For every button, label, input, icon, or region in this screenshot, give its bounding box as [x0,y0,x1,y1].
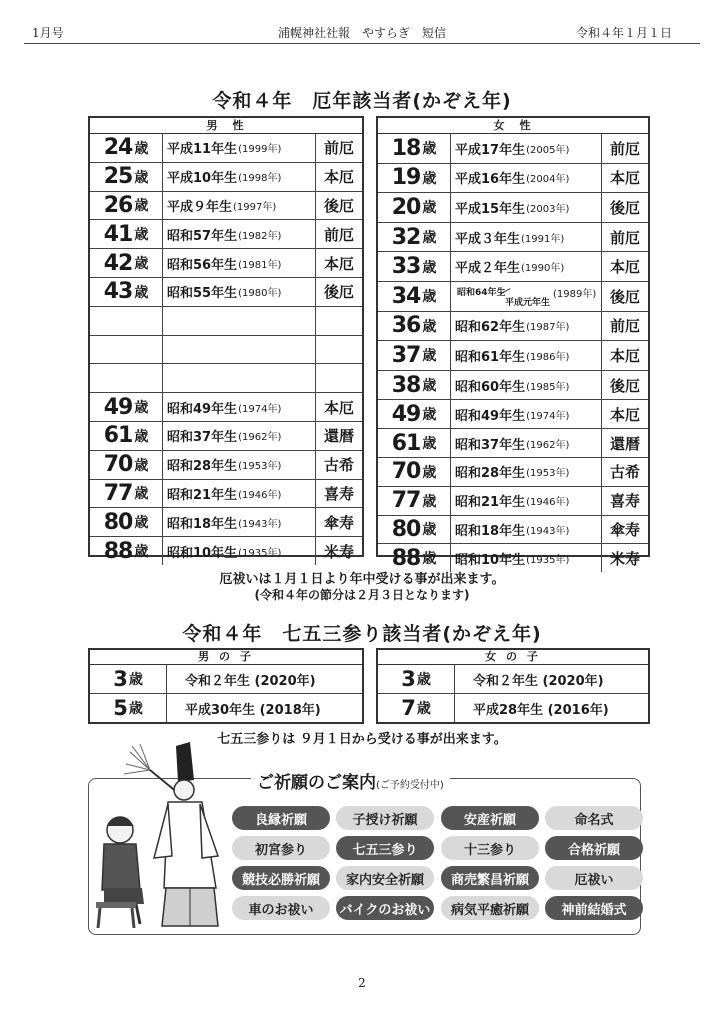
birth-cell [163,134,316,162]
prayer-item: 七五三参り [336,836,434,860]
yakudoshi-row [378,341,648,371]
birth-cell [163,508,316,536]
age-cell [90,163,163,191]
age-cell [90,694,167,722]
age-unit: 歳 [422,259,437,276]
priest-and-child-illustration [92,738,232,930]
prayer-item: 厄祓い [545,866,643,890]
age-cell [378,134,451,163]
birth-year: (1935年) [238,547,282,559]
birth-era: 平成15年生 [455,201,526,217]
age-unit: 歳 [128,701,143,717]
prayer-item: 良縁祈願 [232,806,330,830]
birth-year: (1962年) [526,439,570,451]
birth-era: 昭和62年生 [455,320,526,336]
birth-year: (1985年) [526,381,570,393]
birth-era: 平成16年生 [455,172,526,188]
yaku-label: 後厄 [609,376,640,395]
birth-era-b: 平成元年生 [505,297,551,308]
yakudoshi-row [90,508,362,537]
birth-year: (1935年) [526,554,570,566]
yakudoshi-row [378,429,648,458]
prayer-guide-heading: ご祈願のご案内 [257,773,376,793]
yakudoshi-row [378,312,648,342]
age-number: 61 [103,423,133,449]
birth-era: 平成17年生 [455,142,526,158]
birth-era: 昭和21年生 [167,487,238,503]
birth-era: 平成３年生 [455,231,521,247]
yakudoshi-row [90,364,362,393]
page-number: 2 [358,976,366,990]
birth-year: (1981年) [238,259,282,271]
age-cell [90,192,163,220]
yaku-label: 古希 [323,456,354,475]
age-unit: 歳 [422,230,437,247]
birth-era: 平成２年生 [455,261,521,277]
shichigosan-row [378,665,648,694]
age-number: 34 [391,283,421,309]
age-number: 33 [391,254,421,280]
header-rule [24,43,700,44]
age-unit: 歳 [134,428,149,445]
birth-year: (1999年) [238,144,282,156]
birth-cell [451,371,602,400]
age-number: 19 [391,165,421,191]
birth-cell [451,400,602,428]
birth-year: (2003年) [526,203,570,215]
reservation-note: (ご予約受付中) [376,780,444,791]
age-number: 70 [391,459,421,485]
birth-era: 昭和18年生 [455,523,526,539]
boys-table [88,648,364,724]
birth-year: (2004年) [526,174,570,186]
birth-year: (1943年) [526,525,570,537]
age-cell [90,480,163,508]
birth-era: 昭和10年生 [167,545,238,561]
female-yakudoshi-table [376,116,650,571]
birth-year: (1974年) [526,410,570,422]
age-unit: 歳 [422,464,437,481]
age-cell [90,508,163,536]
yaku-label: 古希 [609,463,640,482]
yaku-label: 前厄 [323,225,354,244]
age-cell [90,249,163,277]
age-unit: 歳 [422,407,437,424]
birth-cell [163,451,316,479]
age-number: 49 [103,394,133,420]
prayer-item: 競技必勝祈願 [232,866,330,890]
birth-cell [163,278,316,306]
birth-era: 昭和55年生 [167,286,238,302]
prayer-item: 十三参り [441,836,539,860]
yakudoshi-row [90,393,362,422]
birth-year: (1990年) [521,263,565,275]
age-cell [378,487,451,515]
birth-cell [163,480,316,508]
birth-cell [451,134,602,163]
yaku-label [316,364,362,392]
yakudoshi-row [378,400,648,429]
age-unit: 歳 [134,169,149,186]
male-caption: 男 性 [90,118,362,134]
age-unit: 歳 [422,289,437,306]
birth-cell [163,163,316,191]
birth-era: 昭和21年生 [455,495,526,511]
yakudoshi-row [378,487,648,516]
age-cell [378,429,451,457]
age-unit: 歳 [134,256,149,273]
yaku-label: 前厄 [609,139,640,158]
issue-label: 1月号 [32,26,64,40]
age-cell [378,371,451,400]
age-number: 43 [103,279,133,305]
yaku-label: 米寿 [609,549,640,568]
birth-cell [163,422,316,450]
shichigosan-note: 七五三参りは ９月１日から受ける事が出来ます。 [217,732,507,747]
birth-era: 昭和37年生 [167,430,238,446]
age-number: 77 [391,488,421,514]
age-number: 88 [391,545,421,571]
age-unit: 歳 [416,672,431,688]
yakudoshi-row [90,537,362,565]
birth-era: 平成10年生 [167,171,238,187]
birth-era: 平成９年生 [167,199,233,215]
birth-year: (1980年) [238,288,282,300]
yakudoshi-row [378,164,648,194]
yaku-label: 後厄 [609,198,640,217]
prayer-item: バイクのお祓い [336,896,434,920]
birth-year: (1997年) [233,201,277,213]
yaku-label: 喜寿 [609,492,640,511]
birth-cell [451,252,602,281]
age-number: 88 [103,538,133,564]
age-unit: 歳 [422,348,437,365]
age-number: 38 [391,372,421,398]
birth-year: (1953年) [238,461,282,473]
birth-era: 平成11年生 [167,142,238,158]
age-cell [90,451,163,479]
birth-cell: 平成30年生 (2018年) [185,702,321,718]
birth-era: 昭和57年生 [167,228,238,244]
yakubarai-note: 厄祓いは１月１日より年中受ける事が出来ます。 [219,572,505,587]
age-number: 41 [103,221,133,247]
prayer-item: 病気平癒祈願 [441,896,539,920]
birth-cell [451,429,602,457]
birth-era: 昭和18年生 [167,516,238,532]
birth-era: 昭和61年生 [455,349,526,365]
birth-year: (1962年) [238,432,282,444]
age-unit: 歳 [134,544,149,561]
birth-era: 昭和10年生 [455,552,526,568]
age-cell [378,694,455,722]
age-cell [90,422,163,450]
age-number: 80 [103,509,133,535]
birth-year: (1989年) [553,288,597,300]
yakudoshi-row [90,480,362,509]
birth-cell [163,192,316,220]
birth-cell [163,537,316,565]
age-cell [90,393,163,421]
age-number: 42 [103,250,133,276]
yakudoshi-row [378,134,648,164]
birth-year: (1998年) [238,173,282,185]
yakudoshi-row [378,282,648,312]
birth-cell [451,282,602,311]
boys-caption: 男 の 子 [90,650,362,665]
birth-year: (1982年) [238,230,282,242]
age-number: 36 [391,313,421,339]
yaku-label: 後厄 [609,287,640,306]
age-cell [378,341,451,370]
yaku-label: 本厄 [609,346,640,365]
age-unit: 歳 [134,486,149,503]
age-unit: 歳 [422,141,437,158]
birth-cell [451,458,602,486]
birth-cell [451,223,602,252]
age-unit: 歳 [134,198,149,215]
birth-cell [163,220,316,248]
shichigosan-row [378,694,648,722]
prayer-item: 家内安全祈願 [336,866,434,890]
age-cell [90,665,167,693]
age-cell [90,537,163,565]
female-caption: 女 性 [378,118,648,134]
yakudoshi-row [90,134,362,163]
yakudoshi-row [378,516,648,545]
yaku-label: 喜寿 [323,484,354,503]
prayer-item: 安産祈願 [441,806,539,830]
yaku-label: 本厄 [609,169,640,188]
age-unit: 歳 [134,457,149,474]
age-number: 3 [113,667,127,691]
age-cell [90,278,163,306]
age-cell [378,252,451,281]
age-number: 37 [391,342,421,368]
birth-year: (1946年) [238,489,282,501]
age-unit: 歳 [422,522,437,539]
birth-era: 昭和37年生 [455,437,526,453]
yakudoshi-row [378,223,648,253]
yaku-label: 本厄 [323,398,354,417]
newsletter-title: 浦幌神社社報 やすらぎ 短信 [277,26,446,40]
birth-year: (1974年) [238,403,282,415]
age-number: 25 [103,164,133,190]
age-unit: 歳 [422,493,437,510]
birth-cell: 令和２年生 (2020年) [185,673,316,689]
birth-year: (1943年) [238,518,282,530]
age-unit: 歳 [422,551,437,568]
age-cell [378,164,451,193]
yaku-label [316,307,362,335]
yaku-label: 米寿 [323,542,354,561]
setsubun-note: (令和４年の節分は２月３日となります) [254,588,470,602]
yakudoshi-row [90,278,362,307]
shichigosan-row [90,694,362,722]
issue-date: 令和４年１月１日 [575,26,672,40]
birth-year: (1953年) [526,468,570,480]
age-number: 18 [391,135,421,161]
age-cell [378,516,451,544]
male-yakudoshi-table [88,116,364,564]
age-cell [378,400,451,428]
yakudoshi-row [90,163,362,192]
prayer-guide-title [251,768,450,793]
birth-era: 昭和28年生 [167,459,238,475]
birth-cell [451,516,602,544]
birth-year: (2005年) [526,144,570,156]
age-cell [90,364,163,392]
birth-year: (1987年) [526,322,570,334]
prayer-item: 初宮参り [232,836,330,860]
age-number: 80 [391,516,421,542]
age-number: 7 [401,696,415,720]
yaku-label: 本厄 [609,405,640,424]
birth-year: (1991年) [521,233,565,245]
birth-cell [163,249,316,277]
age-number: 20 [391,194,421,220]
age-cell [378,223,451,252]
shichigosan-row [90,665,362,694]
prayer-item: 子授け祈願 [336,806,434,830]
birth-cell [163,336,316,364]
age-cell [90,134,163,162]
dual-era-birth [455,282,601,311]
age-unit: 歳 [422,170,437,187]
birth-cell [163,307,316,335]
birth-year: (1946年) [526,497,570,509]
yakudoshi-row [90,220,362,249]
birth-era: 昭和49年生 [455,408,526,424]
birth-cell [451,341,602,370]
birth-cell [451,312,602,341]
shichigosan-title: 令和４年 七五三参り該当者(かぞえ年) [182,623,542,645]
yaku-label: 前厄 [609,228,640,247]
birth-era: 昭和49年生 [167,401,238,417]
age-number: 49 [391,401,421,427]
yaku-label: 傘寿 [609,520,640,539]
yaku-label: 傘寿 [323,513,354,532]
age-number: 61 [391,430,421,456]
birth-year: (1986年) [526,351,570,363]
age-unit: 歳 [134,284,149,301]
yakudoshi-row [90,336,362,365]
yaku-label: 還暦 [609,434,640,453]
age-unit: 歳 [134,515,149,532]
age-unit: 歳 [422,378,437,395]
age-number: 26 [103,192,133,218]
yaku-label: 前厄 [323,139,354,158]
birth-cell [451,164,602,193]
age-unit: 歳 [422,318,437,335]
yakudoshi-title: 令和４年 厄年該当者(かぞえ年) [212,90,512,112]
age-unit: 歳 [134,400,149,417]
age-cell [90,336,163,364]
birth-cell [163,393,316,421]
yakudoshi-row [378,193,648,223]
yakudoshi-row [378,252,648,282]
age-cell [378,312,451,341]
birth-cell [451,193,602,222]
prayer-item: 商売繁昌祈願 [441,866,539,890]
yakudoshi-row [90,192,362,221]
yaku-label: 後厄 [323,196,354,215]
yakudoshi-row [90,249,362,278]
prayer-item: 神前結婚式 [545,896,643,920]
birth-era: 昭和60年生 [455,379,526,395]
girls-table [376,648,650,724]
yaku-label: 後厄 [323,283,354,302]
age-unit: 歳 [128,672,143,688]
yakudoshi-row [378,371,648,401]
age-unit: 歳 [134,140,149,157]
yaku-label: 本厄 [609,258,640,277]
age-number: 32 [391,224,421,250]
age-number: 77 [103,480,133,506]
birth-era: 昭和56年生 [167,257,238,273]
prayer-item: 合格祈願 [545,836,643,860]
yaku-label: 還暦 [323,427,354,446]
age-cell [90,220,163,248]
age-unit: 歳 [134,227,149,244]
birth-cell [451,487,602,515]
age-unit: 歳 [422,436,437,453]
prayer-item: 命名式 [545,806,643,830]
age-number: 70 [103,452,133,478]
age-number: 5 [113,696,127,720]
yakudoshi-row [90,307,362,336]
yaku-label [316,336,362,364]
yaku-label: 本厄 [323,254,354,273]
birth-era-a: 昭和64年生 [457,287,506,298]
yakudoshi-row [378,458,648,487]
prayer-item: 車のお祓い [232,896,330,920]
birth-cell: 令和２年生 (2020年) [473,673,604,689]
age-cell [378,193,451,222]
age-unit: 歳 [422,200,437,217]
birth-era: 昭和28年生 [455,466,526,482]
age-number: 24 [103,135,133,161]
birth-cell: 平成28年生 (2016年) [473,702,609,718]
yaku-label: 本厄 [323,168,354,187]
age-cell [378,282,451,311]
birth-cell [163,364,316,392]
yakudoshi-row [90,451,362,480]
age-cell [378,458,451,486]
yaku-label: 前厄 [609,317,640,336]
age-unit: 歳 [416,701,431,717]
yakudoshi-row [90,422,362,451]
age-cell [378,665,455,693]
age-number: 3 [401,667,415,691]
age-cell [90,307,163,335]
girls-caption: 女 の 子 [378,650,648,665]
